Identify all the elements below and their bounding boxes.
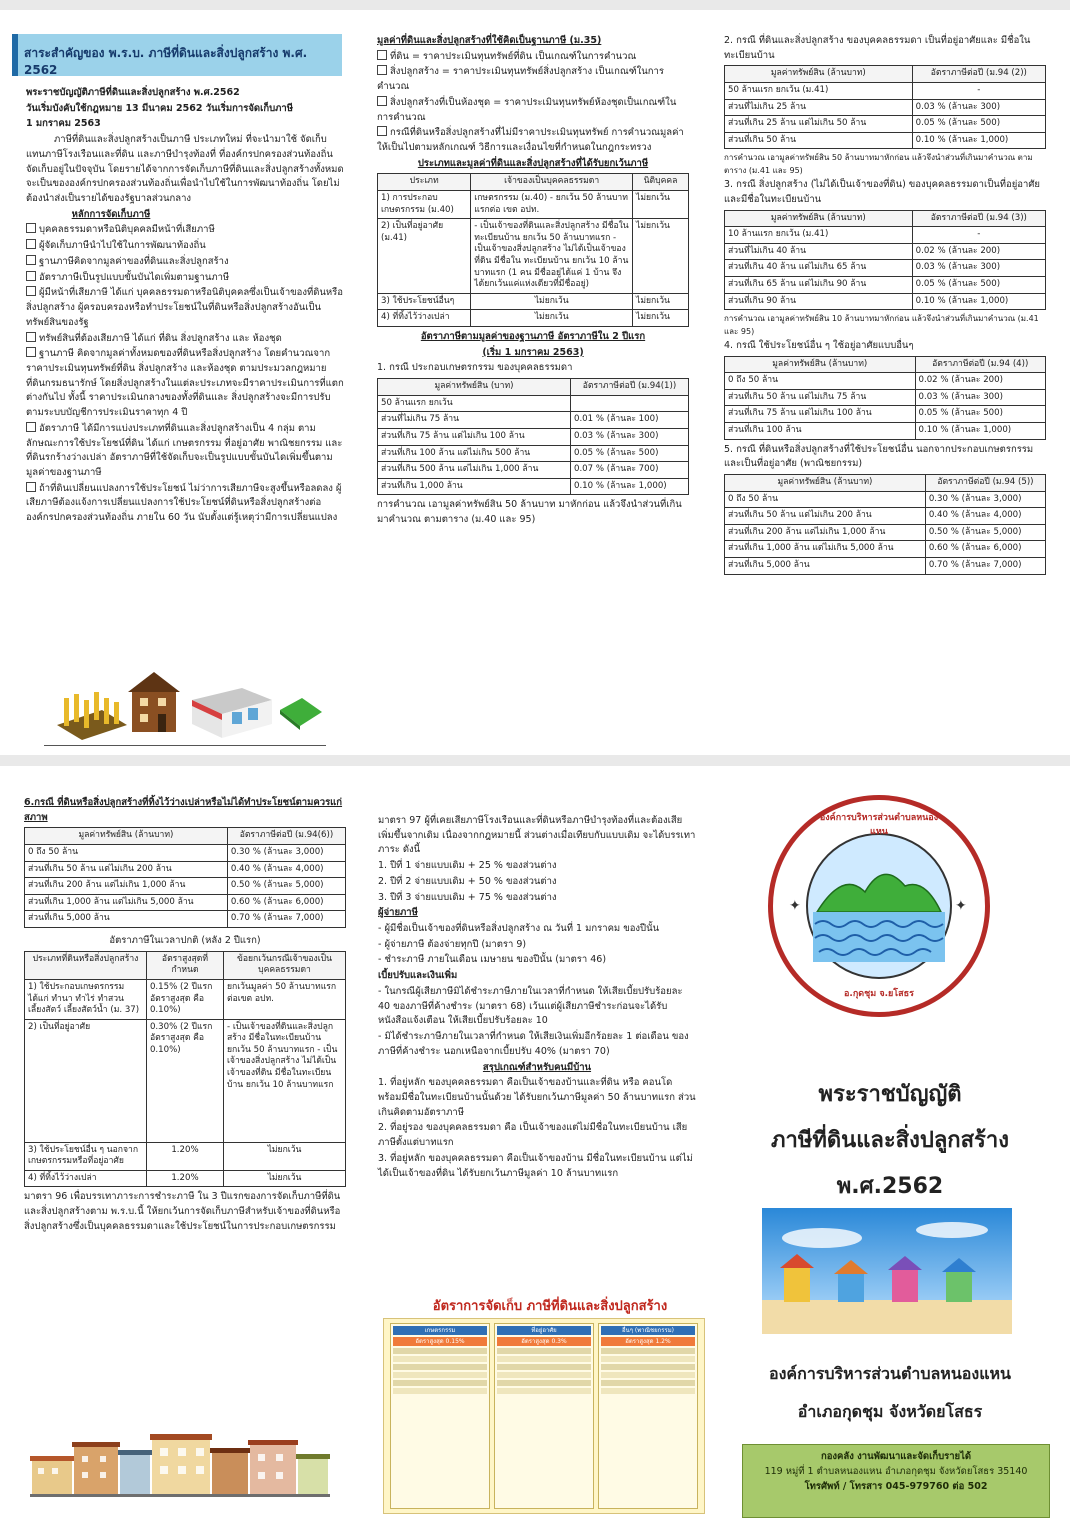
payer-item: - ผู้จ่ายภาษี ต้องจ่ายทุกปี (มาตรา 9): [378, 938, 527, 950]
beach-huts-photo: [762, 1208, 1012, 1334]
building-icon: [30, 1456, 74, 1494]
summary-item: 3. ที่อยู่หลัก ของบุคคลธรรมดา คือเป็นเจ้าของบ้าน มีชื่อในทะเบียนบ้าน แต่ไม่ได้เป็นเจ้าของที่ดิน ได้รับยกเว้นภาษีมูลค่า 10 ล้านบาทแรก: [378, 1152, 693, 1179]
case-2-note: การคำนวณ เอามูลค่าทรัพย์สิน 50 ล้านบาทมาหักก่อน แล้วจึงนำส่วนที่เกินมาคำนวณ ตามตาราง (ม.41 และ 95): [724, 153, 1033, 175]
checkbox-icon: [377, 65, 387, 75]
cover-title-1: พระราชบัญญัติ: [818, 1082, 962, 1107]
table-row: ส่วนที่เกิน 5,000 ล้าน 0.70 % (ล้านละ 7,000): [725, 558, 1046, 575]
payer-heading: ผู้จ่ายภาษี: [378, 907, 418, 919]
contact-footer: [742, 1444, 1050, 1518]
exempt-table: [377, 173, 689, 327]
checkbox-icon: [26, 347, 36, 357]
table-row: 50 ล้านแรก ยกเว้น (ม.41) -: [725, 83, 1046, 100]
case-5-label: 5. กรณี ที่ดินหรือสิ่งปลูกสร้างที่ใช้ประโยชน์อื่น นอกจากประกอบเกษตรกรรมและเป็นที่อยู่อาศัย (พาณิชยกรรม): [724, 443, 1034, 470]
property-types-illustration: [52, 670, 322, 742]
svg-text:✦: ✦: [789, 898, 801, 914]
infographic-column: ที่อยู่อาศัย อัตราสูงสุด 0.3%: [494, 1323, 594, 1509]
principle-item: ฐานภาษี คิดจากมูลค่าทั้งหมดของที่ดินหรือสิ่งปลูกสร้าง โดยคำนวณจากราคาประเมินทุนทรัพย์ที่ดิน สิ่งปลูกสร้าง และห้องชุด ตามประมวลกฎหมายที่ดินกรมธนารักษ์ โดยสิ่งปลูกสร้างในแต่ละประเภทจะมีราคาประเมินการที่แตกต่างกันไป ทั้งนี้ ราคาประเมินกลางของทั้งที่ดินและ สิ่งปลูกสร้างจะมีการปรับตามระบบบัญชีการประเมินราคาทุก 4 ปี: [26, 348, 344, 419]
principle-item: บุคคลธรรมดาหรือนิติบุคคลมีหน้าที่เสียภาษี: [26, 223, 344, 238]
case-3-table: มูลค่าทรัพย์สิน (ล้านบาท) อัตราภาษีต่อปี (ม.94 (3)) 10 ล้านแรก ยกเว้น (ม.41) - ส่วนที่ไม่เกิน 40 ล้าน 0.02 % (ล้านละ 200) ส่วนที่เกิน 40 ล้าน แต่ไม่เกิน 65 ล้าน 0.03 % (ล้านละ 300) ส่วนที่เกิน 65 ล้าน แต่ไม่เกิน 90 ล้าน 0.05 % (ล้านละ 500) ส่วนที่เกิน 90 ล้าน 0.10 % (ล้านละ 1,000): [724, 210, 1046, 311]
principle-item: ผู้จัดเก็บภาษีนำไปใช้ในการพัฒนาท้องถิ่น: [26, 239, 344, 254]
principle-item: อัตราภาษีเป็นรูปแบบขั้นบันไดเพิ่มตามฐานภาษี: [26, 271, 344, 286]
table-header: เจ้าของเป็นบุคคลธรรมดา: [471, 174, 633, 191]
cover-title-2: ภาษีที่ดินและสิ่งปลูกสร้าง: [771, 1128, 1009, 1153]
table-row: ส่วนที่เกิน 90 ล้าน 0.10 % (ล้านละ 1,000): [725, 293, 1046, 310]
base-item: สิ่งปลูกสร้างที่เป็นห้องชุด = ราคาประเมินทุนทรัพย์ห้องชุดเป็นเกณฑ์ในการคำนวณ: [377, 96, 677, 123]
case-6-table: มูลค่าทรัพย์สิน (ล้านบาท) อัตราภาษีต่อปี (ม.94(6)) 0 ถึง 50 ล้าน 0.30 % (ล้านละ 3,000) ส่วนที่เกิน 50 ล้าน แต่ไม่เกิน 200 ล้าน 0.40 % (ล้านละ 4,000) ส่วนที่เกิน 200 ล้าน แต่ไม่เกิน 1,000 ล้าน 0.50 % (ล้านละ 5,000) ส่วนที่เกิน 1,000 ล้าน แต่ไม่เกิน 5,000 ล้าน 0.60 % (ล้านละ 6,000) ส่วนที่เกิน 5,000 ล้าน 0.70 % (ล้านละ 7,000): [24, 827, 346, 928]
table-row: 1) ใช้ประกอบเกษตรกรรม ได้แก่ ทำนา ทำไร่ ทำสวน เลี้ยงสัตว์ เลี้ยงสัตว์น้ำ (ม. 37) 0.15% (2 ปีแรก อัตราสูงสุด คือ 0.10%) ยกเว้นมูลค่า 50 ล้านบาทแรก ต่อเขต อปท.: [25, 979, 346, 1019]
rate-subheading: (เริ่ม 1 มกราคม 2563): [482, 346, 584, 358]
case-1-label: 1. กรณี ประกอบเกษตรกรรม ของบุคคลธรรมดา: [377, 362, 573, 374]
case-4-label: 4. กรณี ใช้ประโยชน์อื่น ๆ ใช้อยู่อาศัยแบบอื่นๆ: [724, 339, 914, 351]
org-name: องค์การบริหารส่วนตำบลหนองแหน: [769, 1364, 1011, 1383]
table-row: 10 ล้านแรก ยกเว้น (ม.41) -: [725, 227, 1046, 244]
checkbox-icon: [26, 422, 36, 432]
table-row: 0 ถึง 50 ล้าน 0.30 % (ล้านละ 3,000): [725, 491, 1046, 508]
logo-top-text: องค์การบริหารส่วนตำบลหนองแหน: [819, 813, 939, 837]
table-header: นิติบุคคล: [633, 174, 689, 191]
case-6-label: 6.กรณี ที่ดินหรือสิ่งปลูกสร้างที่ทิ้งไว้ว่างเปล่าหรือไม่ได้ทำประโยชน์ตามควรแก่สภาพ: [24, 797, 343, 823]
table-row: ส่วนที่เกิน 500 ล้าน แต่ไม่เกิน 1,000 ล้าน 0.07 % (ล้านละ 700): [378, 462, 689, 479]
table-row: ส่วนที่เกิน 50 ล้าน แต่ไม่เกิน 200 ล้าน 0.40 % (ล้านละ 4,000): [25, 861, 346, 878]
table-row: 3) ใช้ประโยชน์อื่น ๆ นอกจากเกษตรกรรมหรือที่อยู่อาศัย 1.20% ไม่ยกเว้น: [25, 1142, 346, 1170]
table-row: ส่วนที่เกิน 75 ล้าน แต่ไม่เกิน 100 ล้าน 0.03 % (ล้านละ 300): [378, 428, 689, 445]
table-row: ส่วนที่ไม่เกิน 40 ล้าน 0.02 % (ล้านละ 200): [725, 243, 1046, 260]
fine-item: - มิได้ชำระภาษีภายในเวลาที่กำหนด ให้เสียเงินเพิ่มอีกร้อยละ 1 ต่อเดือน ของภาษีที่ค้างชำระ นอกเหนือจากเบี้ยปรับ 40% (มาตรา 70): [378, 1031, 689, 1057]
page-title-box: สาระสำคัญของ พ.ร.บ. ภาษีที่ดินและสิ่งปลูกสร้าง พ.ศ. 2562: [12, 34, 342, 76]
table-header: ประเภท: [378, 174, 471, 191]
payer-item: - ผู้มีชื่อเป็นเจ้าของที่ดินหรือสิ่งปลูกสร้าง ณ วันที่ 1 มกราคม ของปีนั้น: [378, 923, 660, 935]
checkbox-icon: [26, 255, 36, 265]
checkbox-icon: [26, 239, 36, 249]
table-row: ส่วนที่เกิน 50 ล้าน แต่ไม่เกิน 200 ล้าน 0.40 % (ล้านละ 4,000): [725, 508, 1046, 525]
table-row: 0 ถึง 50 ล้าน 0.30 % (ล้านละ 3,000): [25, 845, 346, 862]
footer-dept: กองคลัง งานพัฒนาและจัดเก็บรายได้: [820, 1451, 972, 1462]
checkbox-icon: [26, 332, 36, 342]
base-item: กรณีที่ดินหรือสิ่งปลูกสร้างที่ไม่มีราคาประเมินทุนทรัพย์ การคำนวณมูลค่าให้เป็นไปตามหลักเกณฑ์ วิธีการและเงื่อนไขที่กำหนดในกฎกระทรวง: [377, 127, 684, 154]
table-row: ส่วนที่เกิน 100 ล้าน แต่ไม่เกิน 500 ล้าน 0.05 % (ล้านละ 500): [378, 445, 689, 462]
m97-item: 2. ปีที่ 2 จ่ายแบบเดิม + 50 % ของส่วนต่าง: [378, 875, 557, 887]
col-2: [377, 34, 689, 529]
building-icon: [210, 1448, 250, 1494]
footer-address: 119 หมู่ที่ 1 ตำบลหนองแหน อำเภอกุดชุม จังหวัดยโสธร 35140: [764, 1466, 1028, 1478]
principle-item: ผู้มีหน้าที่เสียภาษี ได้แก่ บุคคลธรรมดาหรือนิติบุคคลซึ่งเป็นเจ้าของที่ดินหรือสิ่งปลูกสร้าง ผู้ครอบครองหรือทำประโยชน์ในที่ดินหรือสิ่งปลูกสร้างอันเป็นทรัพย์สินของรัฐ: [26, 287, 343, 328]
fine-item: - ในกรณีผู้เสียภาษีมิได้ชำระภาษีภายในเวลาที่กำหนด ให้เสียเบี้ยปรับร้อยละ 40 ของภาษีที่ค้างชำระ (มาตรา 68) เว้นแต่ผู้เสียภาษีชำระก่อนจะได้รับหนังสือแจ้งเตือน ให้เสียเบี้ยปรับร้อยละ 10: [378, 985, 683, 1027]
logo-bottom-text: อ.กุดชุม จ.ยโสธร: [844, 989, 914, 999]
checkbox-icon: [377, 50, 387, 60]
case-5-table: มูลค่าทรัพย์สิน (ล้านบาท) อัตราภาษีต่อปี (ม.94 (5)) 0 ถึง 50 ล้าน 0.30 % (ล้านละ 3,000) ส่วนที่เกิน 50 ล้าน แต่ไม่เกิน 200 ล้าน 0.40 % (ล้านละ 4,000) ส่วนที่เกิน 200 ล้าน แต่ไม่เกิน 1,000 ล้าน 0.50 % (ล้านละ 5,000) ส่วนที่เกิน 1,000 ล้าน แต่ไม่เกิน 5,000 ล้าน 0.60 % (ล้านละ 6,000) ส่วนที่เกิน 5,000 ล้าน 0.70 % (ล้านละ 7,000): [724, 474, 1046, 575]
principle-item: ถ้าที่ดินเปลี่ยนแปลงการใช้ประโยชน์ ไม่ว่าการเสียภาษีจะสูงขึ้นหรือลดลง ผู้เสียภาษีต้องแจ้งการเปลี่ยนแปลงการใช้ประโยชน์ที่ดินหรือสิ่งปลูกสร้างต่อองค์กรปกครองส่วนท้องถิ่น ภายใน 60 วัน นับตั้งแต่รู้เหตุว่ามีการเปลี่ยนแปลง: [26, 482, 342, 524]
principle-item: ทรัพย์สินที่ต้องเสียภาษี ได้แก่ ที่ดิน สิ่งปลูกสร้าง และ ห้องชุด: [26, 332, 344, 347]
table-row: 1) การประกอบเกษตรกรรม (ม.40) เกษตรกรรม (ม.40) - ยกเว้น 50 ล้านบาทแรกต่อ เขต อปท. ไม่ยกเว้น: [378, 191, 689, 219]
building-icon: [296, 1454, 330, 1494]
col-1: [26, 86, 344, 527]
case-2-label: 2. กรณี ที่ดินและสิ่งปลูกสร้าง ของบุคคลธรรมดา เป็นที่อยู่อาศัยและ มีชื่อในทะเบียนบ้าน: [724, 35, 1031, 61]
infographic-column: อื่นๆ (พาณิชยกรรม) อัตราสูงสุด 1.2%: [598, 1323, 698, 1509]
case-3-label: 3. กรณี สิ่งปลูกสร้าง (ไม่ได้เป็นเจ้าของที่ดิน) ของบุคคลธรรมดาเป็นที่อยู่อาศัยและมีชื่อในทะเบียนบ้าน: [724, 179, 1040, 205]
farm-crop-icon: [57, 692, 127, 740]
case-3-note: การคำนวณ เอามูลค่าทรัพย์สิน 10 ล้านบาทมาหักก่อน แล้วจึงนำส่วนที่เกินมาคำนวณ (ม.41 และ 95): [724, 314, 1039, 336]
table-row: ส่วนที่เกิน 1,000 ล้าน แต่ไม่เกิน 5,000 ล้าน 0.60 % (ล้านละ 6,000): [725, 541, 1046, 558]
checkbox-icon: [377, 126, 387, 136]
building-icon: [118, 1450, 152, 1494]
checkbox-icon: [26, 271, 36, 281]
col-5: [378, 814, 696, 1182]
intro-paragraph: ภาษีที่ดินและสิ่งปลูกสร้างเป็นภาษี ประเภทใหม่ ที่จะนำมาใช้ จัดเก็บแทนภาษีโรงเรือนและที่ดิน และภาษีบำรุงท้องที่ ที่องค์กรปกครองส่วนท้องถิ่นจัดเก็บอยู่ในปัจจุบัน โดยรายได้จากการจัดเก็บภาษีที่ดินและสิ่งปลูกสร้างทั้งหมดจะเป็นขององค์กรปกครองส่วนท้องถิ่นเพื่อนำไปใช้ในการพัฒนาท้องถิ่น โดยไม่ต้องนำส่งเป็นรายได้ของรัฐบาลส่วนกลาง: [26, 134, 344, 205]
table-row: ส่วนที่เกิน 100 ล้าน 0.10 % (ล้านละ 1,000): [725, 423, 1046, 440]
vacant-land-icon: [280, 698, 322, 730]
buildings-illustration: [30, 1432, 330, 1498]
building-icon: [248, 1440, 298, 1494]
case-2-table: มูลค่าทรัพย์สิน (ล้านบาท) อัตราภาษีต่อปี (ม.94 (2)) 50 ล้านแรก ยกเว้น (ม.41) - ส่วนที่ไม่เกิน 25 ล้าน 0.03 % (ล้านละ 300) ส่วนที่เกิน 25 ล้าน แต่ไม่เกิน 50 ล้าน 0.05 % (ล้านละ 500) ส่วนที่เกิน 50 ล้าน 0.10 % (ล้านละ 1,000): [724, 65, 1046, 149]
rate-infographic: [383, 1318, 705, 1514]
principle-item: ฐานภาษีคิดจากมูลค่าของที่ดินและสิ่งปลูกสร้าง: [26, 255, 344, 270]
org-logo: [768, 795, 990, 1017]
summary-item: 1. ที่อยู่หลัก ของบุคคลธรรมดา คือเป็นเจ้าของบ้านและที่ดิน หรือ คอนโด พร้อมมีชื่อในทะเบียนบ้านนั้นด้วย ได้รับยกเว้นภาษีมูลค่า 50 ล้านบาทแรก ส่วนเกินคิดตามอัตราภาษี: [378, 1077, 696, 1118]
case-1-note: การคำนวณ เอามูลค่าทรัพย์สิน 50 ล้านบาท มาหักก่อน แล้วจึงนำส่วนที่เกินมาคำนวณ ตามตาราง (ม.40 และ 95): [377, 499, 682, 526]
checkbox-icon: [26, 482, 36, 492]
table-row: ส่วนที่เกิน 40 ล้าน แต่ไม่เกิน 65 ล้าน 0.03 % (ล้านละ 300): [725, 260, 1046, 277]
m97-text: มาตรา 97 ผู้ที่เคยเสียภาษีโรงเรือนและที่ดินหรือภาษีบำรุงท้องที่และต้องเสียเพิ่มขึ้นจากเดิม เนื่องจากกฎหมายนี้ ส่วนต่างเมื่อเทียบกับแบบเดิม จะได้บรรเทาภาระ ดังนี้: [378, 815, 696, 856]
checkbox-icon: [26, 223, 36, 233]
table-row: 4) ที่ทิ้งไว้ว่างเปล่า ไม่ยกเว้น ไม่ยกเว้น: [378, 310, 689, 327]
building-icon: [72, 1442, 120, 1494]
infographic-column: เกษตรกรรม อัตราสูงสุด 0.15%: [390, 1323, 490, 1509]
table-row: 4) ที่ทิ้งไว้ว่างเปล่า 1.20% ไม่ยกเว้น: [25, 1170, 346, 1187]
intro-line: พระราชบัญญัติภาษีที่ดินและสิ่งปลูกสร้าง พ.ศ.2562: [26, 87, 240, 98]
table-row: ส่วนที่เกิน 50 ล้าน 0.10 % (ล้านละ 1,000): [725, 132, 1046, 149]
base-heading: มูลค่าที่ดินและสิ่งปลูกสร้างที่ใช้คิดเป็นฐานภาษี (ม.35): [377, 35, 602, 46]
table-row: 2) เป็นที่อยู่อาศัย 0.30% (2 ปีแรก อัตราสูงสุด คือ 0.10%) - เป็นเจ้าของที่ดินและสิ่งปลูกสร้าง มีชื่อในทะเบียนบ้าน ยกเว้น 50 ล้านบาทแรก - เป็นเจ้าของสิ่งปลูกสร้าง ไม่ได้เป็นเจ้าของที่ดิน มีชื่อในทะเบียนบ้าน ยกเว้น 10 ล้านบาทแรก: [25, 1019, 346, 1142]
checkbox-icon: [377, 96, 387, 106]
house-icon: [128, 672, 180, 732]
table-row: ส่วนที่เกิน 1,000 ล้าน 0.10 % (ล้านละ 1,000): [378, 478, 689, 495]
principles-heading: หลักการจัดเก็บภาษี: [71, 208, 151, 220]
summary-item: 2. ที่อยู่รอง ของบุคคลธรรมดา คือ เป็นเจ้าของแต่ไม่มีชื่อในทะเบียนบ้าน เสียภาษีตั้งแต่บาทแรก: [378, 1122, 688, 1149]
infographic-title: อัตราการจัดเก็บ ภาษีที่ดินและสิ่งปลูกสร้าง: [432, 1299, 668, 1314]
shop-icon: [192, 688, 272, 738]
table-row: ส่วนที่เกิน 25 ล้าน แต่ไม่เกิน 50 ล้าน 0.05 % (ล้านละ 500): [725, 116, 1046, 133]
principle-item: อัตราภาษี ได้มีการแบ่งประเภทที่ดินและสิ่งปลูกสร้างเป็น 4 กลุ่ม ตามลักษณะการใช้ประโยชน์ที่ดิน ได้แก่ เกษตรกรรม ที่อยู่อาศัย พาณิชยกรรม และที่ดินรกร้างว่างเปล่า อัตราภาษีที่ใช้จัดเก็บจะเป็นรูปแบบขั้นบันไดเพิ่มขึ้นตามมูลค่าของฐานภาษี: [26, 422, 343, 478]
table-row: ส่วนที่เกิน 1,000 ล้าน แต่ไม่เกิน 5,000 ล้าน 0.60 % (ล้านละ 6,000): [25, 894, 346, 911]
table-row: 2) เป็นที่อยู่อาศัย (ม.41) - เป็นเจ้าของที่ดินและสิ่งปลูกสร้าง มีชื่อในทะเบียนบ้าน ยกเว้น 50 ล้านบาทแรก - เป็นเจ้าของสิ่งปลูกสร้าง ไม่ได้เป็นเจ้าของที่ดิน มีชื่อใน ทะเบียนบ้าน ยกเว้น 10 ล้านบาทแรก (1 คน มีชื่ออยู่ได้แค่ 1 บ้าน จึงได้ยกเว้นแค่แห่งเดียวที่มีชื่ออยู่) ไม่ยกเว้น: [378, 219, 689, 294]
exempt-heading: ประเภทและมูลค่าที่ดินและสิ่งปลูกสร้างที่ได้รับยกเว้นภาษี: [417, 157, 649, 169]
col-4: [24, 796, 346, 1236]
building-icon: [150, 1434, 212, 1494]
case-1-table: มูลค่าทรัพย์สิน (บาท) อัตราภาษีต่อปี (ม.94(1)) 50 ล้านแรก ยกเว้น ส่วนที่ไม่เกิน 75 ล้าน 0.01 % (ล้านละ 100) ส่วนที่เกิน 75 ล้าน แต่ไม่เกิน 100 ล้าน 0.03 % (ล้านละ 300) ส่วนที่เกิน 100 ล้าน แต่ไม่เกิน 500 ล้าน 0.05 % (ล้านละ 500) ส่วนที่เกิน 500 ล้าน แต่ไม่เกิน 1,000 ล้าน 0.07 % (ล้านละ 700) ส่วนที่เกิน 1,000 ล้าน 0.10 % (ล้านละ 1,000): [377, 378, 689, 495]
org-district: อำเภอกุดชุม จังหวัดยโสธร: [797, 1402, 983, 1421]
table-row: ส่วนที่เกิน 200 ล้าน แต่ไม่เกิน 1,000 ล้าน 0.50 % (ล้านละ 5,000): [25, 878, 346, 895]
base-item: ที่ดิน = ราคาประเมินทุนทรัพย์ที่ดิน เป็นเกณฑ์ในการคำนวณ: [377, 50, 689, 65]
table-row: ส่วนที่เกิน 65 ล้าน แต่ไม่เกิน 90 ล้าน 0.05 % (ล้านละ 500): [725, 277, 1046, 294]
table-row: ส่วนที่เกิน 200 ล้าน แต่ไม่เกิน 1,000 ล้าน 0.50 % (ล้านละ 5,000): [725, 524, 1046, 541]
checkbox-icon: [26, 286, 36, 296]
table-row: 0 ถึง 50 ล้าน 0.02 % (ล้านละ 200): [725, 373, 1046, 390]
m97-item: 3. ปีที่ 3 จ่ายแบบเดิม + 75 % ของส่วนต่าง: [378, 891, 557, 903]
cover-title-3: พ.ศ.2562: [836, 1174, 944, 1199]
intro-line: วันเริ่มบังคับใช้กฎหมาย 13 มีนาคม 2562 วันเริ่มการจัดเก็บภาษี: [26, 102, 293, 114]
m97-item: 1. ปีที่ 1 จ่ายแบบเดิม + 25 % ของส่วนต่าง: [378, 860, 557, 872]
footer-phone: โทรศัพท์ / โทรสาร 045-979760 ต่อ 502: [804, 1481, 988, 1493]
table-row: ส่วนที่เกิน 5,000 ล้าน 0.70 % (ล้านละ 7,000): [25, 911, 346, 928]
intro-line: 1 มกราคม 2563: [26, 118, 101, 130]
table-row: 3) ใช้ประโยชน์อื่นๆ ไม่ยกเว้น ไม่ยกเว้น: [378, 293, 689, 310]
table-row: 50 ล้านแรก ยกเว้น: [378, 395, 689, 412]
table-row: ส่วนที่เกิน 50 ล้าน แต่ไม่เกิน 75 ล้าน 0.03 % (ล้านละ 300): [725, 389, 1046, 406]
normal-rate-table: ประเภทที่ดินหรือสิ่งปลูกสร้าง อัตราสูงสุดที่กำหนด ข้อยกเว้นกรณีเจ้าของเป็นบุคคลธรรมดา 1) ใช้ประกอบเกษตรกรรม ได้แก่ ทำนา ทำไร่ ทำสวน เลี้ยงสัตว์ เลี้ยงสัตว์น้ำ (ม. 37) 0.15% (2 ปีแรก อัตราสูงสุด คือ 0.10%) ยกเว้นมูลค่า 50 ล้านบาทแรก ต่อเขต อปท. 2) เป็นที่อยู่อาศัย 0.30% (2 ปีแรก อัตราสูงสุด คือ 0.10%) - เป็นเจ้าของที่ดินและสิ่งปลูกสร้าง มีชื่อในทะเบียนบ้าน ยกเว้น 50 ล้านบาทแรก - เป็นเจ้าของสิ่งปลูกสร้าง ไม่ได้เป็นเจ้าของที่ดิน มีชื่อในทะเบียนบ้าน ยกเว้น 10 ล้านบาทแรก 3) ใช้ประโยชน์อื่น ๆ นอกจากเกษตรกรรมหรือที่อยู่อาศัย 1.20% ไม่ยกเว้น 4) ที่ทิ้งไว้ว่างเปล่า 1.20% ไม่ยกเว้น: [24, 951, 346, 1188]
table-row: ส่วนที่ไม่เกิน 75 ล้าน 0.01 % (ล้านละ 100): [378, 412, 689, 429]
rate-heading: อัตราภาษีตามมูลค่าของฐานภาษี อัตราภาษีใน 2 ปีแรก: [420, 331, 646, 342]
normal-rate-heading: อัตราภาษีในเวลาปกติ (หลัง 2 ปีแรก): [109, 935, 261, 946]
base-item: สิ่งปลูกสร้าง = ราคาประเมินทุนทรัพย์สิ่งปลูกสร้าง เป็นเกณฑ์ในการคำนวณ: [377, 66, 664, 93]
summary-heading: สรุปเกณฑ์สำหรับคนมีบ้าน: [482, 1061, 592, 1073]
case-4-table: มูลค่าทรัพย์สิน (ล้านบาท) อัตราภาษีต่อปี (ม.94 (4)) 0 ถึง 50 ล้าน 0.02 % (ล้านละ 200) ส่วนที่เกิน 50 ล้าน แต่ไม่เกิน 75 ล้าน 0.03 % (ล้านละ 300) ส่วนที่เกิน 75 ล้าน แต่ไม่เกิน 100 ล้าน 0.05 % (ล้านละ 500) ส่วนที่เกิน 100 ล้าน 0.10 % (ล้านละ 1,000): [724, 356, 1046, 440]
svg-text:✦: ✦: [955, 898, 967, 914]
table-row: ส่วนที่เกิน 75 ล้าน แต่ไม่เกิน 100 ล้าน 0.05 % (ล้านละ 500): [725, 406, 1046, 423]
payer-item: - ชำระภาษี ภายในเดือน เมษายน ของปีนั้น (มาตรา 46): [378, 954, 607, 966]
fine-heading: เบี้ยปรับและเงินเพิ่ม: [378, 970, 458, 982]
m96-text: มาตรา 96 เพื่อบรรเทาภาระการชำระภาษี ใน 3 ปีแรกของการจัดเก็บภาษีที่ดินและสิ่งปลูกสร้างตาม พ.ร.บ.นี้ ให้ยกเว้นการจัดเก็บภาษีสำหรับเจ้าของที่ดินหรือสิ่งปลูกสร้างซึ่งเป็นบุคคลธรรมดาและใช้ประโยชน์ในการประกอบเกษตรกรรม: [24, 1191, 341, 1232]
top-sheet: [0, 10, 1070, 755]
divider: [44, 745, 326, 746]
table-row: ส่วนที่ไม่เกิน 25 ล้าน 0.03 % (ล้านละ 300): [725, 99, 1046, 116]
col-3: [724, 34, 1046, 578]
